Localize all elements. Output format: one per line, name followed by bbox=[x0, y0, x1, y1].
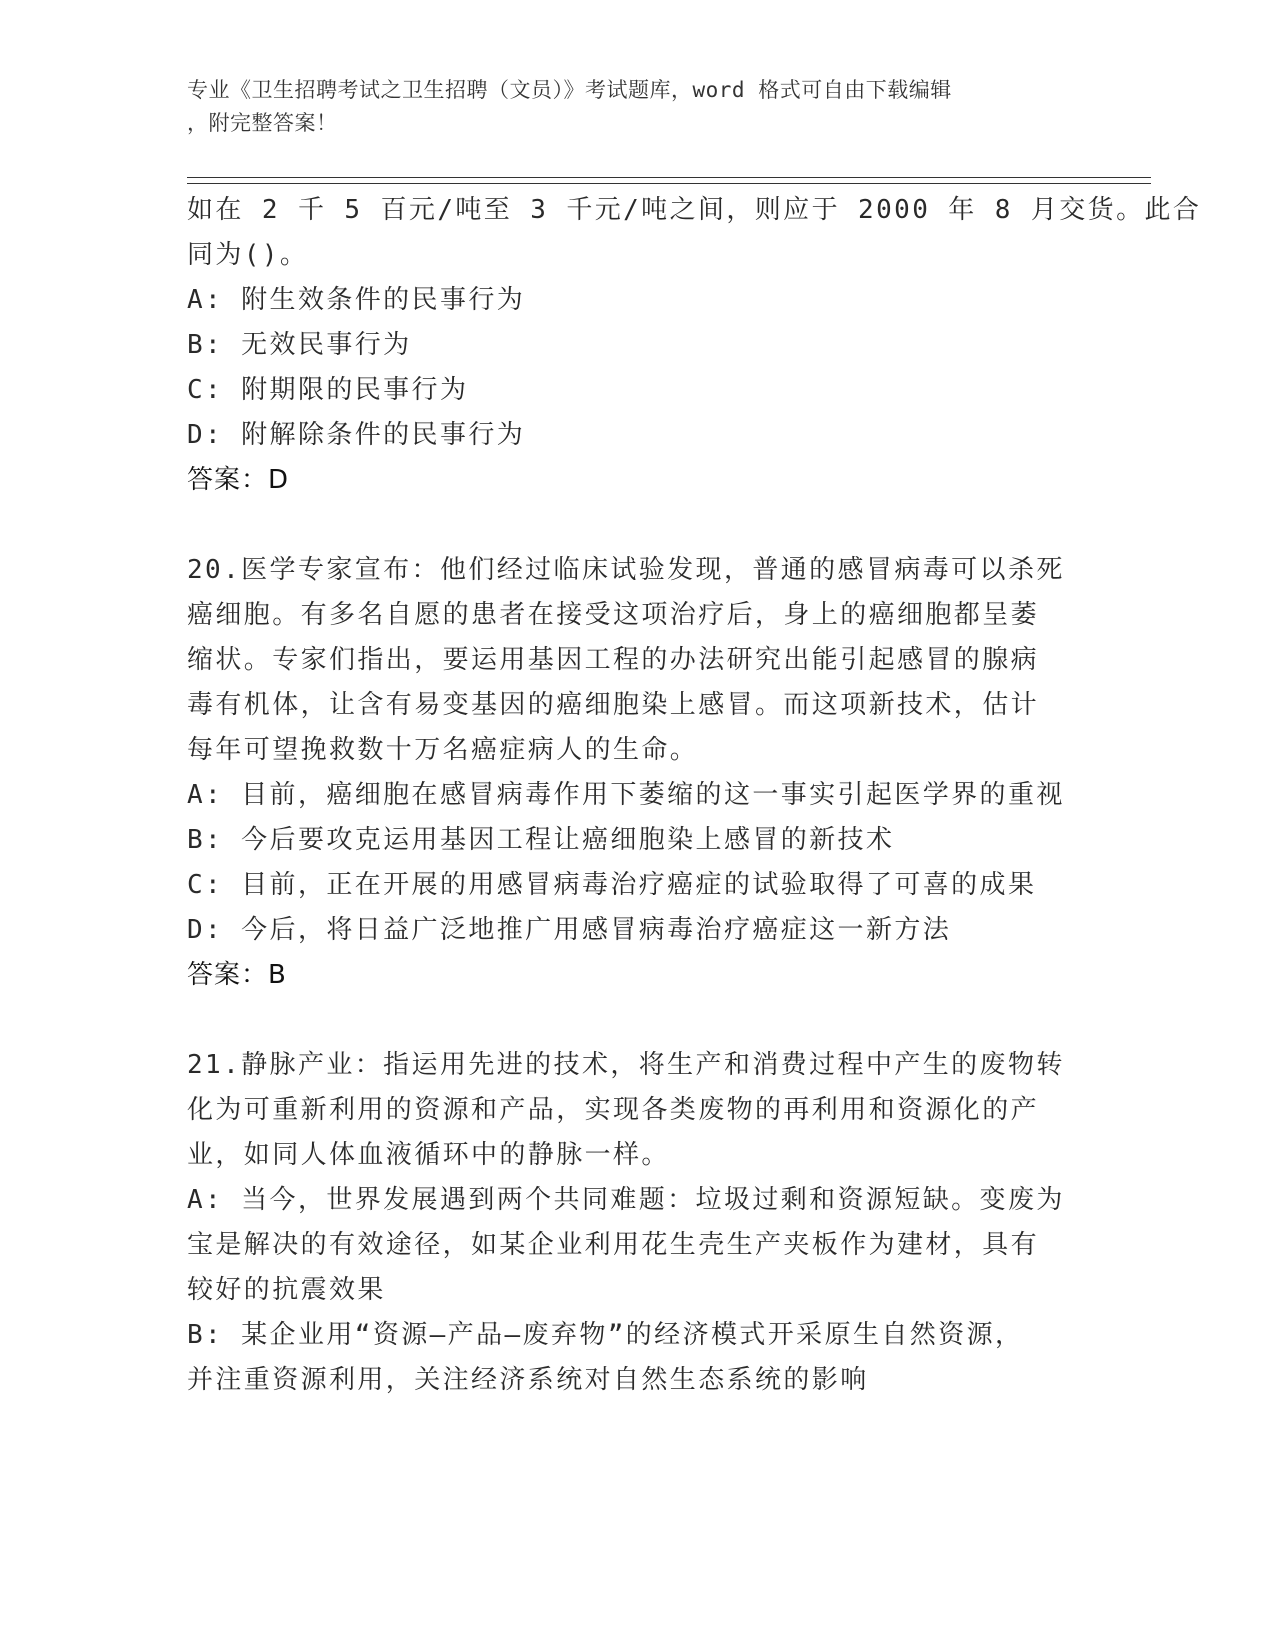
question-stem-line: 业，如同人体血液循环中的静脉一样。 bbox=[187, 1140, 670, 1170]
option-b: B: 今后要攻克运用基因工程让癌细胞染上感冒的新技术 bbox=[187, 825, 895, 855]
question-stem-line: 如在 2 千 5 百元/吨至 3 千元/吨之间，则应于 2000 年 8 月交货。此合 bbox=[187, 195, 1202, 225]
question-stem-line: 每年可望挽救数十万名癌症病人的生命。 bbox=[187, 735, 699, 765]
option-b: B: 无效民事行为 bbox=[187, 330, 412, 360]
question-19 bbox=[187, 188, 1202, 503]
question-20 bbox=[187, 548, 1067, 998]
question-stem-line: 癌细胞。有多名自愿的患者在接受这项治疗后，身上的癌细胞都呈萎 bbox=[187, 600, 1040, 630]
document-header bbox=[187, 74, 1067, 140]
option-c: C: 附期限的民事行为 bbox=[187, 375, 469, 405]
question-stem-line: 毒有机体，让含有易变基因的癌细胞染上感冒。而这项新技术，估计 bbox=[187, 690, 1040, 720]
option-a: A: 目前，癌细胞在感冒病毒作用下萎缩的这一事实引起医学界的重视 bbox=[187, 780, 1065, 810]
spacer bbox=[187, 503, 1067, 548]
question-stem-line: 同为()。 bbox=[187, 240, 309, 270]
option-d: D: 附解除条件的民事行为 bbox=[187, 420, 526, 450]
question-stem-line: 缩状。专家们指出，要运用基因工程的办法研究出能引起感冒的腺病 bbox=[187, 645, 1040, 675]
question-21 bbox=[187, 1043, 1067, 1403]
answer: 答案：D bbox=[187, 465, 290, 495]
option-a: A: 附生效条件的民事行为 bbox=[187, 285, 526, 315]
question-stem-line: 化为可重新利用的资源和产品，实现各类废物的再利用和资源化的产 bbox=[187, 1095, 1040, 1125]
header-line-2: ，附完整答案！ bbox=[187, 111, 338, 135]
option-a-line: 较好的抗震效果 bbox=[187, 1275, 386, 1305]
option-c: C: 目前，正在开展的用感冒病毒治疗癌症的试验取得了可喜的成果 bbox=[187, 870, 1037, 900]
header-line-1: 专业《卫生招聘考试之卫生招聘（文员）》考试题库，word 格式可自由下载编辑 bbox=[187, 78, 952, 102]
question-stem-line: 20.医学专家宣布：他们经过临床试验发现，普通的感冒病毒可以杀死 bbox=[187, 555, 1065, 585]
spacer bbox=[187, 998, 1067, 1043]
option-b-line: B: 某企业用“资源—产品—废弃物”的经济模式开采原生自然资源， bbox=[187, 1320, 1024, 1350]
header-divider-top bbox=[187, 177, 1151, 178]
option-b-line: 并注重资源利用，关注经济系统对自然生态系统的影响 bbox=[187, 1365, 869, 1395]
question-stem-line: 21.静脉产业：指运用先进的技术，将生产和消费过程中产生的废物转 bbox=[187, 1050, 1065, 1080]
option-a-line: A: 当今，世界发展遇到两个共同难题：垃圾过剩和资源短缺。变废为 bbox=[187, 1185, 1065, 1215]
option-d: D: 今后，将日益广泛地推广用感冒病毒治疗癌症这一新方法 bbox=[187, 915, 952, 945]
header-divider-bottom bbox=[187, 183, 1151, 184]
answer: 答案：B bbox=[187, 960, 287, 990]
option-a-line: 宝是解决的有效途径，如某企业利用花生壳生产夹板作为建材，具有 bbox=[187, 1230, 1040, 1260]
question-content bbox=[187, 188, 1202, 1403]
